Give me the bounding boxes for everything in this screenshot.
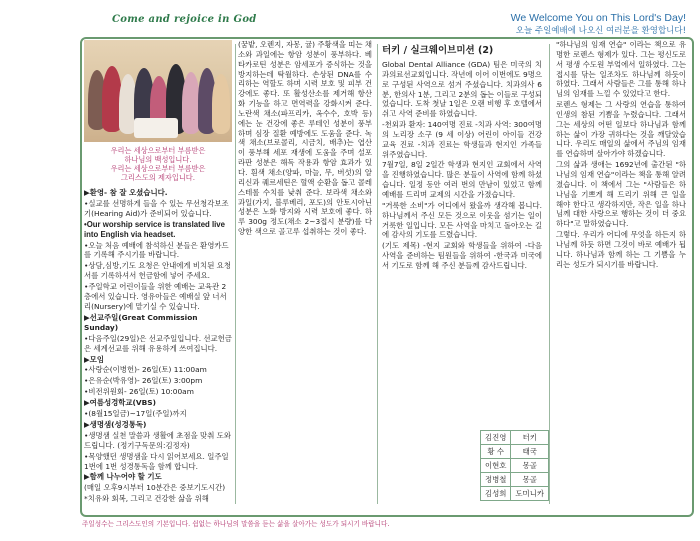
mission-paragraph: 7월7일, 8일 2일간 학생과 현지인 교회에서 사역을 진행하였습니다. 많은 분들이 사역에 함께 하셨습니다. 일정 동안 여러 번의 만남이 있었고 함께 예배를 드리며 교제의 시간을 가졌습니다. <box>382 160 542 199</box>
announcement-item: *치유와 회복, 그리고 건강한 삶을 위해 <box>84 494 209 504</box>
column-divider <box>235 44 236 504</box>
mission-paragraph: -천외과 환자: 140여명 진료 -치과 사역: 300여명의 노리장 소구 (9 세 이상) 어린이 아이들 건강 교육 진료 -치과 진료는 학생들과 현지인 가족들 위주였습니다. <box>382 120 542 159</box>
announcement-item: •사랑순(이병헌)- 26일(토) 11:00am <box>84 365 207 375</box>
table-row <box>481 431 549 445</box>
announcements-list <box>84 188 232 504</box>
table-cell: 도미니카 <box>511 487 549 501</box>
mission-report-title: 터키 / 실크웨이브미션 (2) <box>382 45 494 56</box>
meditation-paragraph: 로렌스 형제는 그 사랑의 연습을 통하여 인생의 참된 기쁨을 누렸습니다. 그래서 그는 세상의 어떤 일보다 하나님과 함께 하는 삶이 가장 귀하다는 것을 깨달았습니다. 우리도 매일의 삶에서 주님의 임재를 연습하며 살아가야 하겠습니다. <box>556 100 686 159</box>
table-row <box>481 487 549 501</box>
announcement-heading: ▶환영- 참 잘 오셨습니다. <box>84 188 168 197</box>
mission-paragraph: Global Dental Alliance (GDA) 팀은 미국의 치과의료선교회입니다. 작년에 이어 이번에도 9명으로 구성된 사역으로 섬겨 주셨습니다. 치과의사 6분, 한의사 1분, 그리고 2분의 돕는 이들로 구성되었습니다. 도착 첫날 1일은 오랜 비행 후 호텔에서 쉬고 사역 준비를 하였습니다. <box>382 60 542 119</box>
missionary-table <box>480 430 549 501</box>
photo-caption: 우리는 세상으로부터 부름받은 하나님의 백성입니다. 우리는 세상으로부터 부름받은 그리스도의 제자입니다. <box>110 146 206 182</box>
announcement-item: •목양했던 생명샘을 다시 읽어보세요. 일주일 1번에 1번 성경통독을 함께 합니다. <box>84 451 229 471</box>
mission-paragraph: (기도 제목) -현지 교회와 학생들을 위하여 -다음 사역을 준비하는 팀원들을 위하여 -한국과 미국에서 기도로 함께 해 주신 분들께 감사드립니다. <box>382 241 542 270</box>
header-welcome-en: We Welcome You on This Lord's Day! <box>510 12 686 24</box>
announcement-item: •생명샘 실천 말씀과 생활에 초점을 맞춰 도와드립니다. (정기구독문의:김정자) <box>84 430 231 450</box>
mission-paragraph: "거룩한 소비"가 어디에서 왔을까 생각해 봅니다. 하나님께서 주신 모든 것으로 이웃을 섬기는 일이 거룩한 일입니다. 모든 사역을 마치고 돌아오는 길에 감사의 기도를 드렸습니다. <box>382 200 542 240</box>
announcement-item: •은유순(박유영)- 26일(토) 3:00pm <box>84 376 203 386</box>
table-cell: 터키 <box>511 431 549 445</box>
meditation-paragraph: 그의 삶과 생애는 1692년에 출간된 "하나님의 임재 연습"이라는 책을 통해 알려졌습니다. 이 책에서 그는 "사람들은 하나님을 기쁘게 해 드리기 위해 큰 일을 해야 한다고 생각하지만, 작은 일을 하나님께 대한 사랑으로 행하는 것이 더 중요하다"고 말하였습니다. <box>556 160 686 229</box>
announcement-item: •실교를 선명하게 들을 수 있는 무선청각보조기(Hearing Aid)가 준비되어 있습니다. <box>84 198 229 218</box>
table-cell: 몽골 <box>511 473 549 487</box>
table-cell: 몽골 <box>511 459 549 473</box>
meditation-column <box>556 40 686 510</box>
announcement-item: •Our worship service is translated live into English via headset. <box>84 219 225 239</box>
announcement-heading: ▶여름성경학교(VBS) <box>84 398 156 408</box>
table-cell: 김성희 <box>481 487 511 501</box>
announcement-item: (매일 오후9시부터 10분간은 중보기도시간) <box>84 483 226 493</box>
announcements-column <box>84 40 232 510</box>
table-row <box>481 459 549 473</box>
page-header <box>0 0 700 34</box>
announcement-item: •주일학교 어린이들을 위한 예배는 교육관 2층에서 있습니다. 영유아들은 예배실 앞 너서리(Nursery)에 맡기실 수 있습니다. <box>84 282 227 311</box>
announcement-item: •비전위원회- 26일(토) 10:00am <box>84 387 194 397</box>
announcement-item: •상담,심방,기도 요청은 안내에게 비치된 요청서를 기록하셔서 헌금함에 넣어 주세요. <box>84 261 231 281</box>
group-photo <box>84 40 232 142</box>
table-cell: 이현호 <box>481 459 511 473</box>
page-footer: 주일성수는 그리스도인의 기본입니다. 쉼없는 하나님의 말씀을 듣는 삶을 살아가는 성도가 되시기 바랍니다. <box>82 520 390 528</box>
announcement-heading: ▶선교주일(Great Commission Sunday) <box>84 312 198 332</box>
table-row <box>481 445 549 459</box>
mission-report-body <box>382 60 542 271</box>
table-cell: 태국 <box>511 445 549 459</box>
health-article-column: (꿈밭, 오렌지, 자몽, 귤) 주황색을 띠는 채소와 과일에는 항암 성분이 풍부하다. 베타카로틴 성분은 암세포가 증식하는 것을 방지하는데 탁월하다. 손상된 DNA를 수리하는 역할도 하며 시력 보호 및 피부 건강에도 좋다. 또 활성산소를 제거해 항산화 기능을 하고 면역력을 강화시켜 준다. 노란색 채소(파프리카, 옥수수, 호박 등)에는 눈 건강에 좋은 루테인 성분이 풍부하며 심장 질환 예방에도 도움을 준다. 녹색 채소(브로콜리, 시금치, 배추)는 엽산이 풍부해 세포 재생에 도움을 주며 설포라판 성분은 해독 작용과 항암 효과가 있다. 흰색 채소(양파, 마늘, 무, 버섯)의 알리신과 퀘르세틴은 혈액 순환을 돕고 콜레스테롤 수치를 낮춰 준다. 보라색 채소와 과일(가지, 블루베리, 포도)의 안토시아닌 성분은 노화 방지와 시력 보호에 좋다. 하루 300g 정도(채소 2~3접시 분량)를 다양한 색으로 골고루 섭취하는 것이 좋다. <box>238 40 372 237</box>
column-divider <box>377 44 378 504</box>
table-row <box>481 473 549 487</box>
announcement-item: •다음주일(29일)은 선교주일입니다. 선교헌금은 세계선교를 위해 유용하게 쓰여집니다. <box>84 333 232 353</box>
table-cell: 황 수 <box>481 445 511 459</box>
column-divider <box>549 44 550 504</box>
meditation-paragraph: 그렇다. 우리가 어디에 무엇을 하든지 하나님께 하듯 하면 그것이 바로 예배가 됩니다. 하나님과 함께 하는 그 기쁨을 누리는 성도가 되시기를 바랍니다. <box>556 230 686 269</box>
announcement-item: •(8월15일금)~17일(주일)까지 <box>84 409 187 419</box>
announcement-heading: ▶모임 <box>84 354 104 364</box>
header-welcome-ko: 오늘 주일예배에 나오신 여러분을 환영합니다! <box>515 26 686 36</box>
header-left-title: Come and rejoice in God <box>112 14 257 25</box>
meditation-paragraph: "하나님의 임재 연습" 이라는 책으로 유명한 로렌스 형제가 있다. 그는 평신도로서 평생 수도원 부엌에서 일하였다. 그는 접시를 닦는 일조차도 하나님께 하듯이 하였다. 그래서 사람들은 그를 통해 하나님의 임재를 느낄 수 있었다고 한다. <box>556 40 686 99</box>
table-cell: 김진영 <box>481 431 511 445</box>
announcement-heading: ▶생명샘(성경통독) <box>84 419 147 429</box>
announcement-item: •오늘 처음 예배에 참석하신 분들은 환영카드를 기록해 주시기를 바랍니다. <box>84 240 229 260</box>
table-cell: 정병철 <box>481 473 511 487</box>
announcement-heading: ▶함께 나누어야 할 기도 <box>84 472 162 482</box>
